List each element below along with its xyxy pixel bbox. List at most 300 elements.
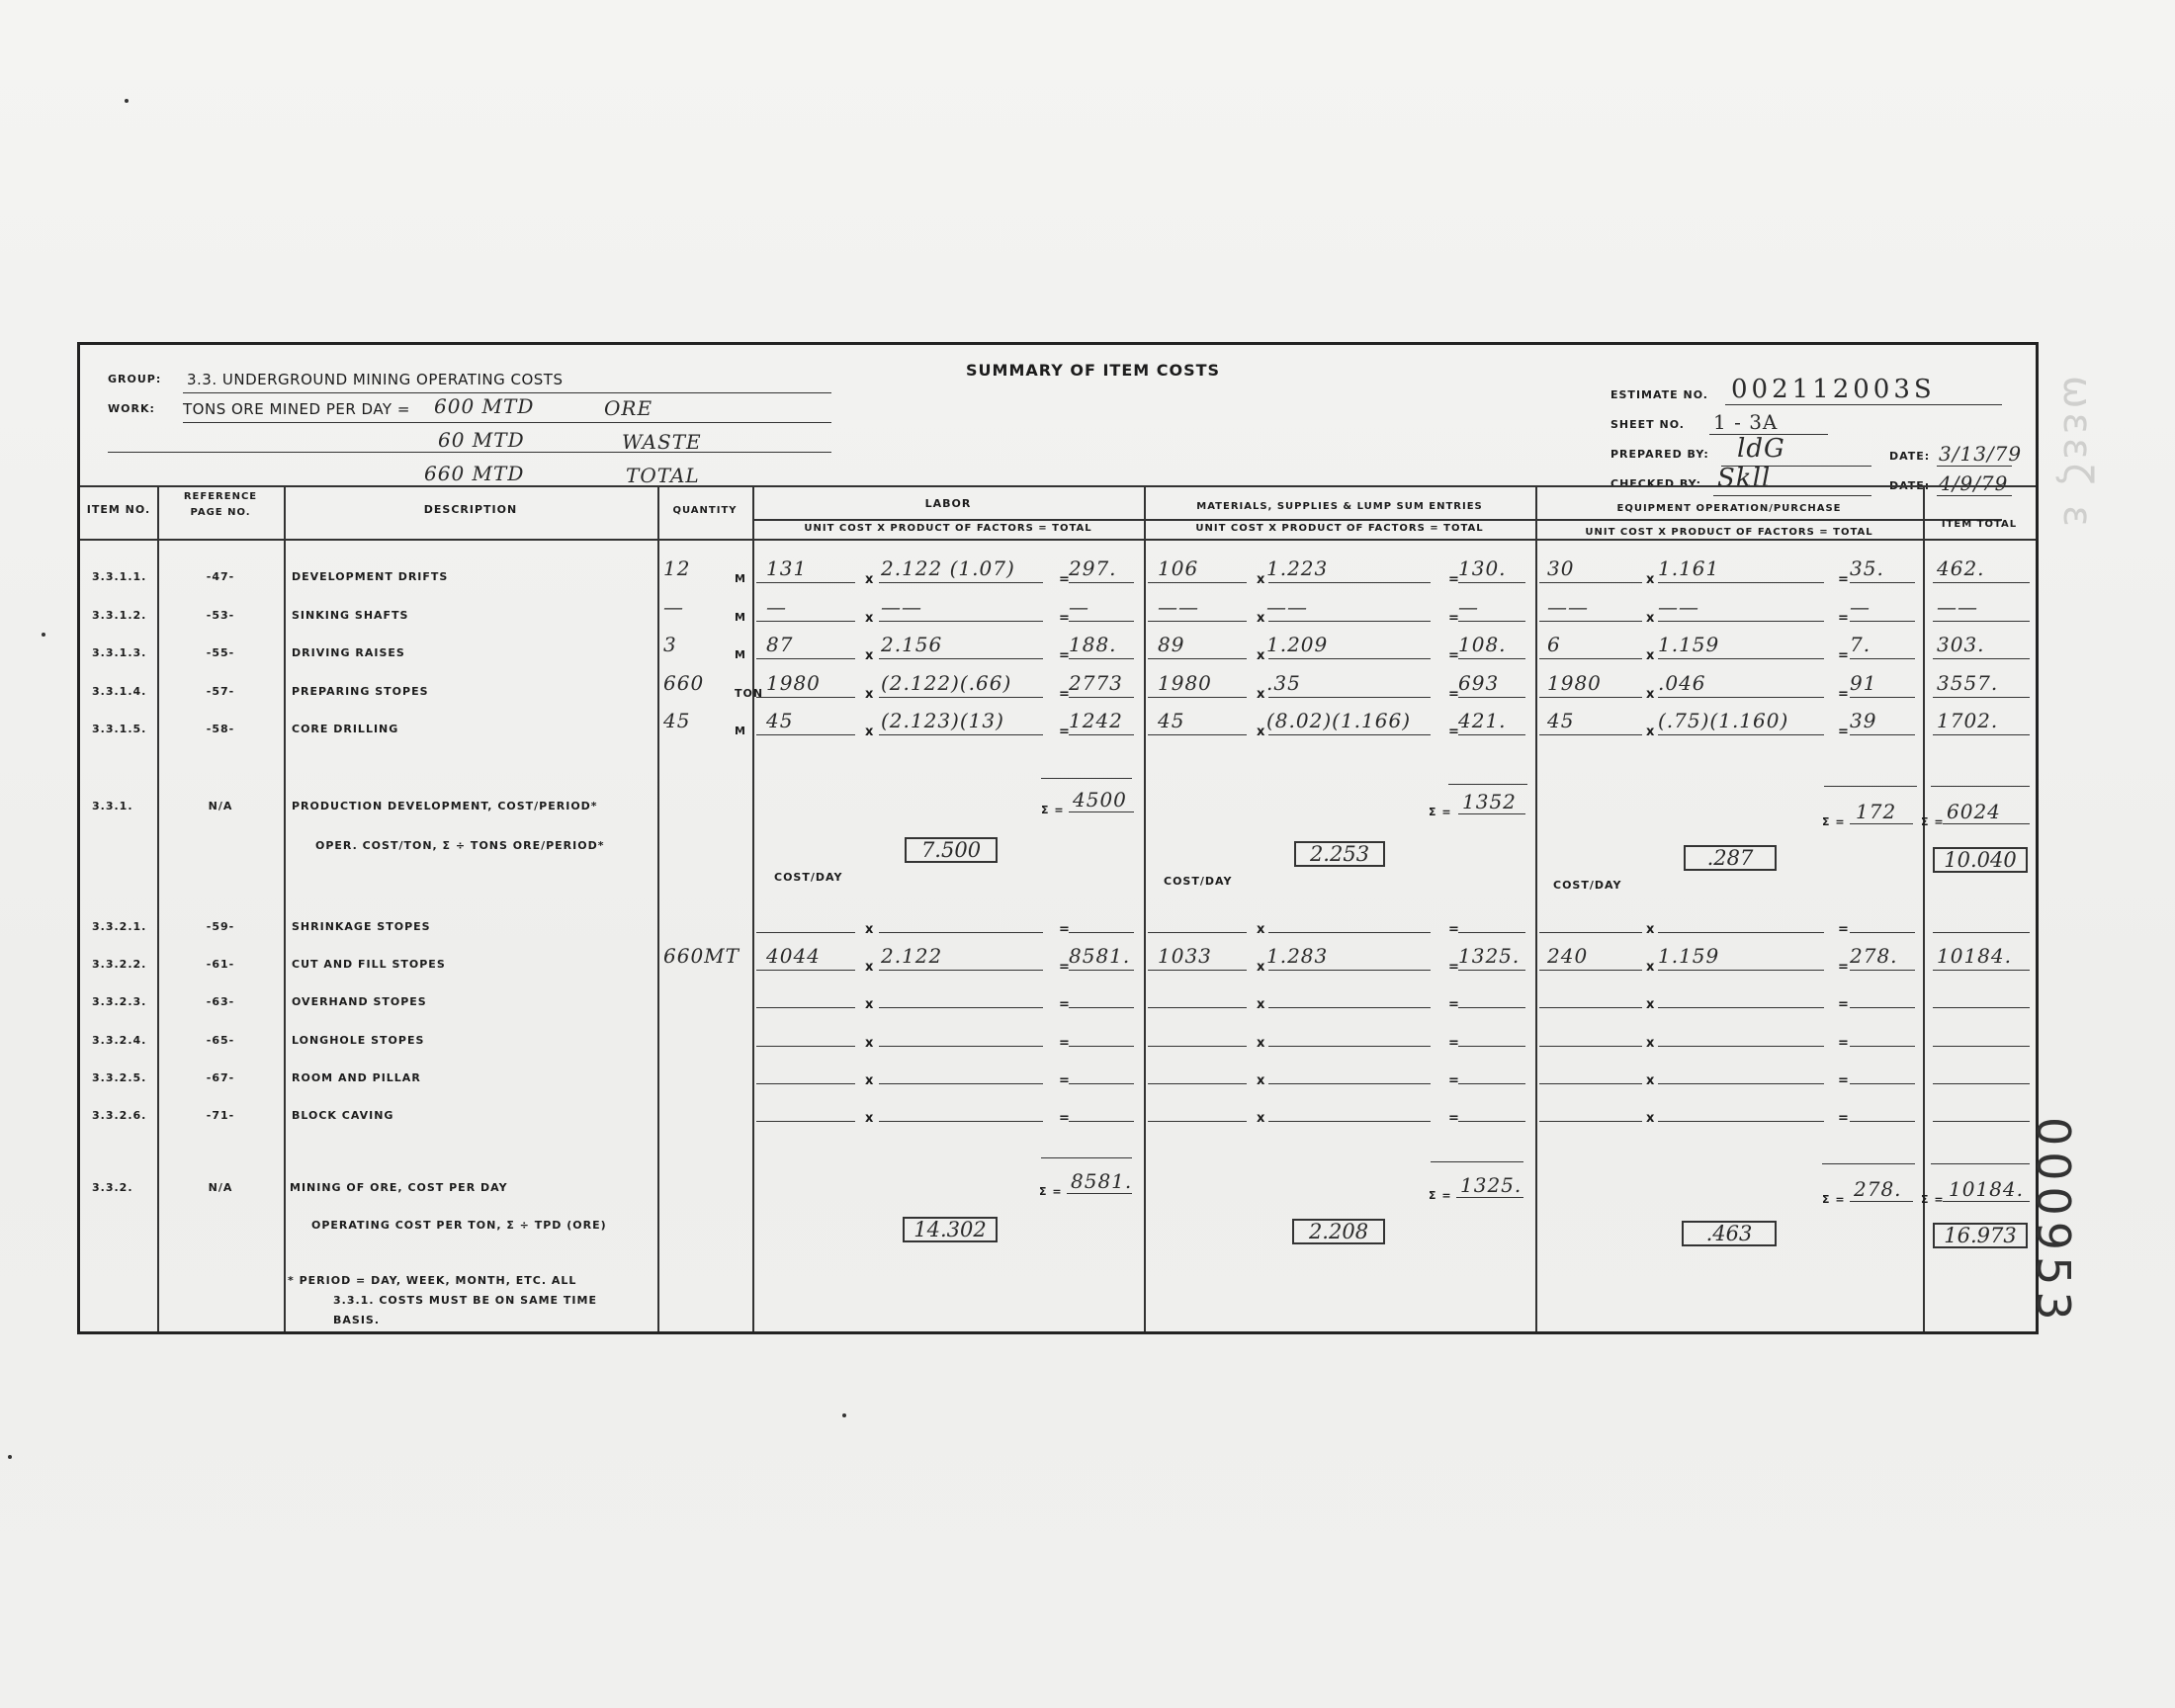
subtotal-b-labor-total: 8581. [1071, 1169, 1133, 1193]
subtotal-a-item-total: 6024 [1947, 800, 2001, 823]
equals-mark: = [1059, 648, 1070, 663]
subtotal-a-total-per-ton: 10.040 [1933, 847, 2028, 873]
row-description: LONGHOLE STOPES [292, 1033, 425, 1047]
fill-in-line [1539, 658, 1642, 659]
fill-in-line [1850, 970, 1915, 971]
row-labor-unit-cost: 131 [766, 556, 808, 580]
col-reference: REFERENCE [183, 491, 258, 502]
fill-in-line [1458, 734, 1525, 735]
subtotal-b-equip-sigma: Σ = [1822, 1193, 1846, 1206]
subtotal-b-mat-sigma: Σ = [1429, 1189, 1452, 1202]
equals-mark: = [1448, 997, 1459, 1013]
fill-in-line [1933, 697, 2030, 698]
fill-in-line [1458, 1046, 1525, 1047]
equals-mark: = [1059, 686, 1070, 702]
row-materials-factors: (8.02)(1.166) [1266, 709, 1411, 732]
row-reference: -59- [206, 920, 235, 933]
row-labor-unit-cost: 87 [766, 633, 794, 656]
fill-in-line [1148, 970, 1247, 971]
subtotal-a-equip-per-ton: .287 [1684, 845, 1777, 871]
fill-in-line [1658, 1083, 1824, 1084]
fill-in-line [1148, 621, 1247, 622]
row-materials-total: 693 [1458, 670, 1500, 695]
fill-in-line [1148, 932, 1247, 933]
subtotal-b-labor-per-ton: 14.302 [903, 1217, 998, 1242]
row-description: ROOM AND PILLAR [292, 1070, 421, 1084]
row-unit: M [735, 648, 746, 661]
row-unit: M [735, 572, 746, 585]
fill-in-line [1069, 1121, 1134, 1122]
row-labor-factors: 2.122 (1.07) [881, 556, 1015, 580]
row-item-no: 3.3.1.1. [92, 570, 147, 583]
subtotal-b-desc2: OPERATING COST PER TON, Σ ÷ TPD (ORE) [311, 1219, 607, 1232]
row-item-no: 3.3.1.4. [92, 684, 147, 698]
subtotal-b-ref: N/A [208, 1181, 233, 1194]
row-labor-total: 8581. [1069, 944, 1131, 969]
fill-in-line [1069, 1007, 1134, 1008]
row-labor-factors: (2.123)(13) [881, 709, 1004, 732]
row-materials-unit-cost: 106 [1158, 556, 1199, 580]
group-value: 3.3. UNDERGROUND MINING OPERATING COSTS [187, 371, 564, 388]
fill-in-line [1458, 582, 1525, 583]
row-reference: -71- [206, 1109, 235, 1122]
row-item-no: 3.3.2.3. [92, 995, 147, 1009]
fill-in-line [1933, 658, 2030, 659]
row-equipment-unit-cost: 1980 [1547, 670, 1602, 695]
checked-by-signature: Skll [1717, 464, 1772, 493]
equals-mark: = [1448, 725, 1459, 739]
subtotal-a-total-sigma: Σ = [1921, 815, 1945, 828]
checked-date: 4/9/79 [1939, 471, 2009, 495]
row-item-no: 3.3.2.5. [92, 1070, 147, 1084]
fill-in-line [1539, 1083, 1642, 1084]
row-equipment-factors: 1.159 [1658, 633, 1720, 656]
fill-in-line [1658, 970, 1824, 971]
equals-mark: = [1448, 922, 1459, 937]
subtotal-a-labor-per-ton: 7.500 [905, 837, 998, 863]
multiply-mark: x [1257, 997, 1265, 1013]
fill-in-line [1658, 1007, 1824, 1008]
col-materials-sub: UNIT COST X PRODUCT OF FACTORS = TOTAL [1195, 523, 1484, 534]
row-materials-factors: 1.223 [1266, 556, 1329, 580]
fill-in-line [1539, 621, 1642, 622]
row-labor-total: 188. [1069, 633, 1117, 656]
row-reference: -47- [206, 570, 235, 583]
form-title: SUMMARY OF ITEM COSTS [966, 361, 1221, 380]
multiply-mark: x [1646, 648, 1655, 663]
row-item-no: 3.3.1.3. [92, 646, 147, 659]
subtotal-b-mat-per-ton: 2.208 [1292, 1219, 1385, 1244]
prepared-by-label: PREPARED BY: [1610, 448, 1709, 461]
equals-mark: = [1059, 1072, 1070, 1088]
row-reference: -61- [206, 958, 235, 972]
row-equipment-total: 278. [1850, 944, 1898, 969]
equals-mark: = [1838, 997, 1849, 1013]
fill-in-line [1458, 1121, 1525, 1122]
fill-in-line [756, 932, 855, 933]
fill-in-line [1458, 697, 1525, 698]
row-reference: -63- [206, 995, 235, 1009]
fill-in-line [1069, 621, 1134, 622]
row-description: CUT AND FILL STOPES [292, 958, 446, 972]
row-reference: -65- [206, 1033, 235, 1047]
footnote-line-1: * PERIOD = DAY, WEEK, MONTH, ETC. ALL [288, 1274, 577, 1287]
fill-in-line [756, 621, 855, 622]
fill-in-line [1268, 621, 1431, 622]
fill-in-line [1658, 1046, 1824, 1047]
row-labor-unit-cost: 4044 [766, 944, 821, 969]
multiply-mark: x [1257, 572, 1265, 587]
fill-in-line [1933, 582, 2030, 583]
fill-in-line [879, 1007, 1043, 1008]
equals-mark: = [1448, 648, 1459, 663]
equals-mark: = [1838, 1111, 1849, 1126]
col-labor: LABOR [924, 497, 972, 510]
fill-in-line [1539, 582, 1642, 583]
row-labor-factors: 2.156 [881, 633, 943, 656]
row-labor-total: 297. [1069, 556, 1117, 580]
fill-in-line [756, 658, 855, 659]
fill-in-line [1069, 970, 1134, 971]
fill-in-line [1658, 582, 1824, 583]
work-ore-amount: 600 MTD [434, 394, 535, 418]
fill-in-line [879, 1121, 1043, 1122]
equals-mark: = [1059, 997, 1070, 1013]
fill-in-line [1069, 1046, 1134, 1047]
fill-in-line [1658, 734, 1824, 735]
multiply-mark: x [865, 725, 874, 739]
fill-in-line [1850, 932, 1915, 933]
fill-in-line [879, 658, 1043, 659]
row-labor-factors: —— [881, 594, 922, 619]
cost-summary-form [77, 342, 2039, 1334]
scan-speck [42, 633, 45, 637]
footnote-line-2: 3.3.1. COSTS MUST BE ON SAME TIME [333, 1294, 597, 1307]
fill-in-line [1148, 1121, 1247, 1122]
equals-mark: = [1448, 686, 1459, 702]
row-materials-factors: —— [1266, 594, 1308, 619]
equals-mark: = [1059, 960, 1070, 976]
row-description: CORE DRILLING [292, 723, 399, 735]
fill-in-line [1148, 1083, 1247, 1084]
multiply-mark: x [1646, 1111, 1655, 1126]
equals-mark: = [1838, 686, 1849, 702]
row-item-total: —— [1937, 594, 1978, 619]
subtotal-a-equip-sigma: Σ = [1822, 815, 1846, 828]
fill-in-line [1933, 1083, 2030, 1084]
row-materials-unit-cost: 1980 [1158, 670, 1212, 695]
fill-in-line [1268, 697, 1431, 698]
equals-mark: = [1059, 610, 1070, 626]
fill-in-line [1539, 1121, 1642, 1122]
fill-in-line [1933, 734, 2030, 735]
fill-in-line [1539, 1007, 1642, 1008]
equals-mark: = [1838, 1072, 1849, 1088]
fill-in-line [1458, 932, 1525, 933]
row-materials-unit-cost: 89 [1158, 633, 1185, 656]
row-materials-unit-cost: 1033 [1158, 944, 1212, 969]
subtotal-a-desc2: OPER. COST/TON, Σ ÷ TONS ORE/PERIOD* [315, 839, 605, 852]
row-item-no: 3.3.2.6. [92, 1109, 147, 1122]
subtotal-a-mat-total: 1352 [1462, 790, 1517, 813]
fill-in-line [879, 1083, 1043, 1084]
fill-in-line [1539, 1046, 1642, 1047]
subtotal-a-mat-sigma: Σ = [1429, 806, 1452, 818]
fill-in-line [1933, 932, 2030, 933]
fill-in-line [1850, 1007, 1915, 1008]
fill-in-line [1268, 1046, 1431, 1047]
fill-in-line [756, 1083, 855, 1084]
sheet-number: 1 - 3A [1713, 410, 1779, 434]
multiply-mark: x [1646, 686, 1655, 702]
multiply-mark: x [865, 686, 874, 702]
row-equipment-unit-cost: —— [1547, 594, 1589, 619]
fill-in-line [879, 734, 1043, 735]
work-waste-label: WASTE [622, 430, 702, 454]
equipment-cost-day: COST/DAY [1553, 879, 1622, 892]
multiply-mark: x [865, 572, 874, 587]
row-equipment-unit-cost: 6 [1547, 633, 1561, 656]
fill-in-line [879, 582, 1043, 583]
row-item-total: 3557. [1937, 670, 1999, 695]
fill-in-line [756, 1046, 855, 1047]
fill-in-line [756, 1121, 855, 1122]
checked-by-label: CHECKED BY: [1610, 477, 1702, 490]
materials-cost-day: COST/DAY [1164, 875, 1233, 888]
fill-in-line [1933, 621, 2030, 622]
labor-cost-day: COST/DAY [774, 871, 843, 884]
row-labor-total: 2773 [1069, 670, 1123, 695]
subtotal-a-desc: PRODUCTION DEVELOPMENT, COST/PERIOD* [292, 800, 598, 812]
work-ore-label: ORE [604, 396, 653, 420]
multiply-mark: x [1257, 648, 1265, 663]
fill-in-line [756, 697, 855, 698]
row-equipment-unit-cost: 30 [1547, 556, 1575, 580]
row-materials-factors: .35 [1266, 670, 1301, 695]
row-labor-factors: (2.122)(.66) [881, 670, 1012, 695]
fill-in-line [879, 970, 1043, 971]
subtotal-a-labor-sigma: Σ = [1041, 804, 1065, 816]
faint-show-through: ωεεζ ε [2054, 376, 2100, 531]
row-equipment-total: — [1850, 594, 1870, 619]
multiply-mark: x [1257, 960, 1265, 976]
row-materials-total: — [1458, 594, 1479, 619]
multiply-mark: x [1646, 997, 1655, 1013]
row-quantity: 3 [663, 633, 677, 656]
row-equipment-total: 39 [1850, 709, 1877, 732]
multiply-mark: x [1257, 1035, 1265, 1051]
row-equipment-total: 91 [1850, 670, 1877, 695]
row-reference: -58- [206, 723, 235, 735]
fill-in-line [1539, 970, 1642, 971]
col-labor-sub: UNIT COST X PRODUCT OF FACTORS = TOTAL [804, 523, 1092, 534]
fill-in-line [1268, 1007, 1431, 1008]
row-item-no: 3.3.1.5. [92, 723, 147, 735]
subtotal-b-total-per-ton: 16.973 [1933, 1223, 2028, 1248]
fill-in-line [1458, 1083, 1525, 1084]
fill-in-line [879, 621, 1043, 622]
subtotal-b-item-total: 10184. [1949, 1177, 2024, 1201]
equals-mark: = [1059, 725, 1070, 739]
row-item-total: 10184. [1937, 944, 2012, 969]
fill-in-line [1148, 1046, 1247, 1047]
row-equipment-factors: (.75)(1.160) [1658, 709, 1789, 732]
fill-in-line [1658, 697, 1824, 698]
scan-speck [842, 1413, 846, 1417]
equals-mark: = [1448, 572, 1459, 587]
col-materials: MATERIALS, SUPPLIES & LUMP SUM ENTRIES [1196, 501, 1483, 512]
fill-in-line [1933, 970, 2030, 971]
multiply-mark: x [865, 1111, 874, 1126]
row-labor-unit-cost: — [766, 594, 787, 619]
row-item-total: 462. [1937, 556, 1985, 580]
group-label: GROUP: [108, 373, 162, 385]
row-item-no: 3.3.2.2. [92, 958, 147, 972]
multiply-mark: x [865, 922, 874, 937]
fill-in-line [756, 970, 855, 971]
row-materials-total: 108. [1458, 633, 1507, 656]
col-equipment-sub: UNIT COST X PRODUCT OF FACTORS = TOTAL [1585, 527, 1873, 538]
row-description: BLOCK CAVING [292, 1109, 394, 1122]
multiply-mark: x [1646, 1035, 1655, 1051]
fill-in-line [1268, 582, 1431, 583]
row-unit: TON [735, 686, 764, 700]
footnote-line-3: BASIS. [333, 1314, 381, 1326]
row-quantity: 660 [663, 670, 705, 695]
work-total-amount: 660 MTD [424, 462, 525, 485]
fill-in-line [1148, 1007, 1247, 1008]
row-reference: -53- [206, 608, 235, 622]
multiply-mark: x [865, 610, 874, 626]
multiply-mark: x [865, 648, 874, 663]
row-description: SHRINKAGE STOPES [292, 920, 431, 933]
equals-mark: = [1838, 725, 1849, 739]
row-description: PREPARING STOPES [292, 684, 429, 698]
fill-in-line [1933, 1046, 2030, 1047]
fill-in-line [879, 932, 1043, 933]
multiply-mark: x [865, 1072, 874, 1088]
multiply-mark: x [865, 1035, 874, 1051]
checked-date-label: DATE: [1889, 479, 1931, 492]
row-item-total: 1702. [1937, 709, 1999, 732]
fill-in-line [1148, 658, 1247, 659]
row-equipment-unit-cost: 45 [1547, 709, 1575, 732]
row-labor-unit-cost: 45 [766, 709, 794, 732]
col-equipment: EQUIPMENT OPERATION/PURCHASE [1616, 503, 1842, 514]
subtotal-b-equip-per-ton: .463 [1682, 1221, 1777, 1246]
scan-speck [125, 99, 129, 103]
fill-in-line [1539, 734, 1642, 735]
fill-in-line [1850, 621, 1915, 622]
row-materials-unit-cost: 45 [1158, 709, 1185, 732]
subtotal-a-mat-per-ton: 2.253 [1294, 841, 1385, 867]
fill-in-line [756, 1007, 855, 1008]
equals-mark: = [1059, 922, 1070, 937]
equals-mark: = [1448, 1035, 1459, 1051]
fill-in-line [1069, 658, 1134, 659]
multiply-mark: x [865, 997, 874, 1013]
fill-in-line [1850, 697, 1915, 698]
equals-mark: = [1448, 960, 1459, 976]
fill-in-line [1069, 734, 1134, 735]
fill-in-line [1933, 1007, 2030, 1008]
subtotal-a-ref: N/A [208, 800, 233, 812]
row-materials-total: 1325. [1458, 944, 1521, 969]
subtotal-a-equip-total: 172 [1856, 800, 1897, 823]
fill-in-line [1148, 734, 1247, 735]
row-description: SINKING SHAFTS [292, 608, 409, 622]
row-unit: M [735, 725, 746, 737]
work-value: TONS ORE MINED PER DAY = [183, 400, 410, 418]
equals-mark: = [1838, 572, 1849, 587]
fill-in-line [1658, 1121, 1824, 1122]
fill-in-line [1069, 1083, 1134, 1084]
fill-in-line [1850, 1083, 1915, 1084]
fill-in-line [756, 582, 855, 583]
row-materials-total: 130. [1458, 556, 1507, 580]
equals-mark: = [1059, 1035, 1070, 1051]
row-description: DRIVING RAISES [292, 646, 405, 659]
row-quantity: — [663, 594, 684, 619]
subtotal-b-desc: MINING OF ORE, COST PER DAY [290, 1181, 508, 1194]
equals-mark: = [1838, 610, 1849, 626]
equals-mark: = [1838, 922, 1849, 937]
multiply-mark: x [1646, 572, 1655, 587]
row-equipment-factors: .046 [1658, 670, 1706, 695]
multiply-mark: x [1257, 725, 1265, 739]
row-reference: -55- [206, 646, 235, 659]
estimate-number: 002112003S [1731, 375, 1936, 404]
row-labor-total: — [1069, 594, 1089, 619]
row-materials-unit-cost: —— [1158, 594, 1199, 619]
fill-in-line [1850, 734, 1915, 735]
fill-in-line [1268, 1083, 1431, 1084]
fill-in-line [1933, 1121, 2030, 1122]
fill-in-line [1458, 970, 1525, 971]
subtotal-b-item: 3.3.2. [92, 1181, 133, 1194]
multiply-mark: x [1257, 610, 1265, 626]
row-equipment-unit-cost: 240 [1547, 944, 1589, 969]
prepared-by-signature: ldG [1737, 434, 1785, 464]
fill-in-line [1850, 1046, 1915, 1047]
row-materials-factors: 1.283 [1266, 944, 1329, 969]
col-item-total: ITEM TOTAL [1941, 519, 2018, 530]
row-item-total: 303. [1937, 633, 1985, 656]
multiply-mark: x [1646, 725, 1655, 739]
equals-mark: = [1838, 648, 1849, 663]
row-labor-factors: 2.122 [881, 944, 943, 969]
document-stamp-number: 000953 [2027, 1117, 2080, 1326]
col-page-no: PAGE NO. [190, 507, 251, 518]
multiply-mark: x [865, 960, 874, 976]
row-item-no: 3.3.2.4. [92, 1033, 147, 1047]
estimate-label: ESTIMATE NO. [1610, 388, 1708, 401]
fill-in-line [1268, 1121, 1431, 1122]
work-waste-amount: 60 MTD [438, 428, 525, 452]
subtotal-a-item: 3.3.1. [92, 800, 133, 812]
multiply-mark: x [1646, 1072, 1655, 1088]
fill-in-line [879, 697, 1043, 698]
sheet-label: SHEET NO. [1610, 418, 1685, 431]
row-equipment-total: 35. [1850, 556, 1884, 580]
fill-in-line [1069, 697, 1134, 698]
row-labor-unit-cost: 1980 [766, 670, 821, 695]
fill-in-line [1148, 582, 1247, 583]
row-equipment-factors: 1.161 [1658, 556, 1720, 580]
fill-in-line [1069, 582, 1134, 583]
row-labor-total: 1242 [1069, 709, 1123, 732]
scan-speck [8, 1455, 12, 1459]
